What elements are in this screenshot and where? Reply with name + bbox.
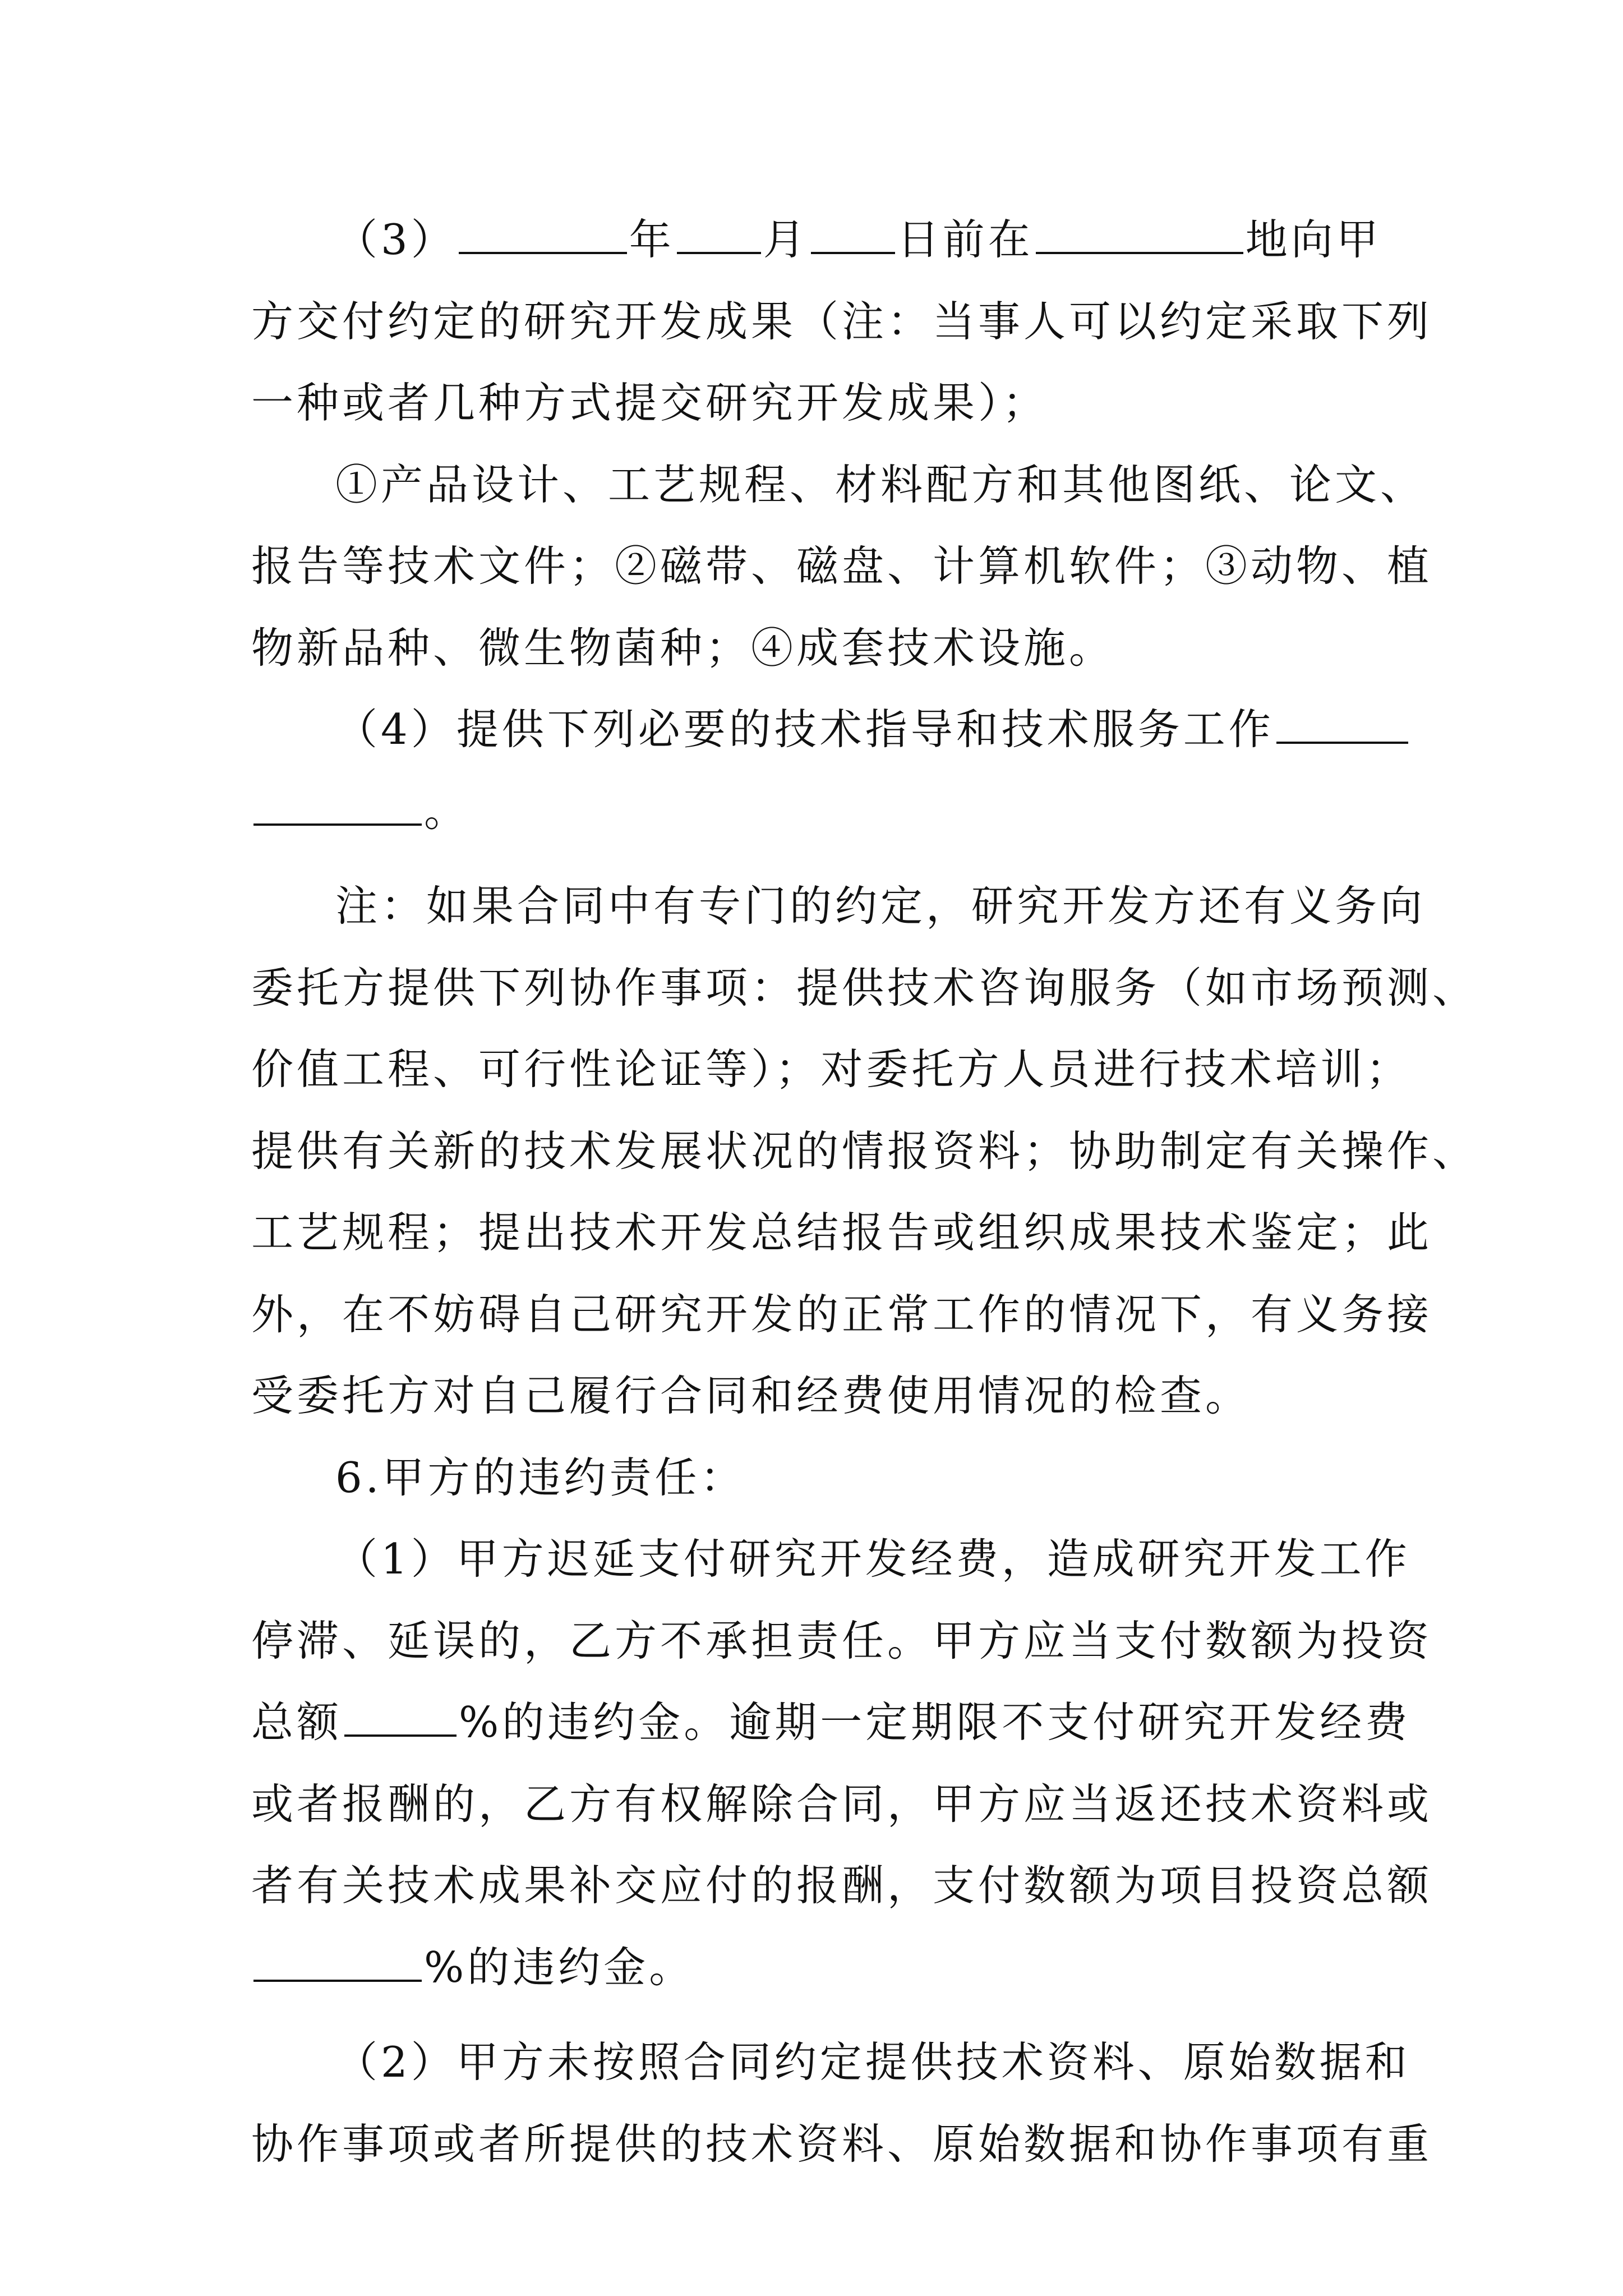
month-blank[interactable] — [677, 218, 761, 254]
s6p1-line5: 者有关技术成果补交应付的报酬，支付数额为项目投资总额 — [251, 1861, 1433, 1910]
item4-suffix: 。 — [424, 786, 470, 836]
note-line3: 价值工程、可行性论证等）；对委托方人员进行技术培训； — [251, 1045, 1412, 1094]
place-blank[interactable] — [1036, 218, 1243, 254]
item4-line1 — [251, 689, 1398, 771]
s6p1-line6-suffix: %的违约金。 — [424, 1942, 695, 1992]
year-label: 年 — [629, 215, 675, 264]
item3-prefix: （3） — [335, 215, 457, 264]
item4-text: （4）提供下列必要的技术指导和技术服务工作 — [335, 705, 1274, 754]
percent-blank-2[interactable] — [253, 1946, 422, 1982]
item3-line3: 一种或者几种方式提交研究开发成果）； — [251, 378, 1048, 427]
day-blank[interactable] — [811, 218, 895, 254]
note-line2: 委托方提供下列协作事项：提供技术咨询服务（如市场预测、 — [251, 963, 1478, 1013]
year-blank[interactable] — [459, 218, 627, 254]
note-line7: 受委托方对自己履行合同和经费使用情况的检查。 — [251, 1371, 1251, 1420]
s6p1-line2: 停滞、延误的，乙方不承担责任。甲方应当支付数额为投资 — [251, 1616, 1433, 1665]
day-label: 日前在 — [897, 215, 1034, 264]
section6-heading: 6.甲方的违约责任： — [335, 1452, 746, 1502]
month-label: 月 — [763, 215, 809, 264]
s6p2-line1: （2）甲方未按照合同约定提供技术资料、原始数据和 — [335, 2037, 1410, 2087]
methods-line2: 报告等技术文件；②磁带、磁盘、计算机软件；③动物、植 — [251, 541, 1433, 591]
item3-line1 — [251, 199, 1398, 281]
s6p1-line3 — [251, 1682, 1411, 1764]
s6p1-line6 — [251, 1927, 1398, 2009]
work-blank-2[interactable] — [253, 790, 422, 826]
methods-line1: ①产品设计、工艺规程、材料配方和其他图纸、论文、 — [335, 459, 1426, 509]
note-line6: 外，在不妨碍自己研究开发的正常工作的情况下，有义务接 — [251, 1289, 1433, 1339]
item3-line2: 方交付约定的研究开发成果（注：当事人可以约定采取下列 — [251, 296, 1433, 346]
note-line4: 提供有关新的技术发展状况的情报资料；协助制定有关操作、 — [251, 1126, 1478, 1176]
spacer — [251, 852, 1398, 866]
s6p1-line3-suffix: %的违约金。逾期一定期限不支付研究开发经费 — [459, 1697, 1411, 1747]
s6p1-line1: （1）甲方迟延支付研究开发经费，造成研究开发工作 — [335, 1534, 1410, 1584]
spacer-2 — [251, 2008, 1398, 2022]
s6p1-line3-prefix: 总额 — [251, 1697, 343, 1747]
percent-blank-1[interactable] — [344, 1701, 457, 1737]
note-line1: 注：如果合同中有专门的约定，研究开发方还有义务向 — [335, 881, 1426, 931]
contract-text — [251, 199, 1478, 2185]
item3-line1-suffix: 地向甲 — [1245, 215, 1382, 264]
note-line5: 工艺规程；提出技术开发总结报告或组织成果技术鉴定；此 — [251, 1208, 1433, 1257]
item4-line2 — [251, 771, 1398, 853]
methods-line3: 物新品种、微生物菌种；④成套技术设施。 — [251, 623, 1115, 673]
work-blank-1[interactable] — [1276, 708, 1408, 744]
s6p2-line2: 协作事项或者所提供的技术资料、原始数据和协作事项有重 — [251, 2119, 1433, 2169]
s6p1-line4: 或者报酬的，乙方有权解除合同，甲方应当返还技术资料或 — [251, 1779, 1433, 1829]
